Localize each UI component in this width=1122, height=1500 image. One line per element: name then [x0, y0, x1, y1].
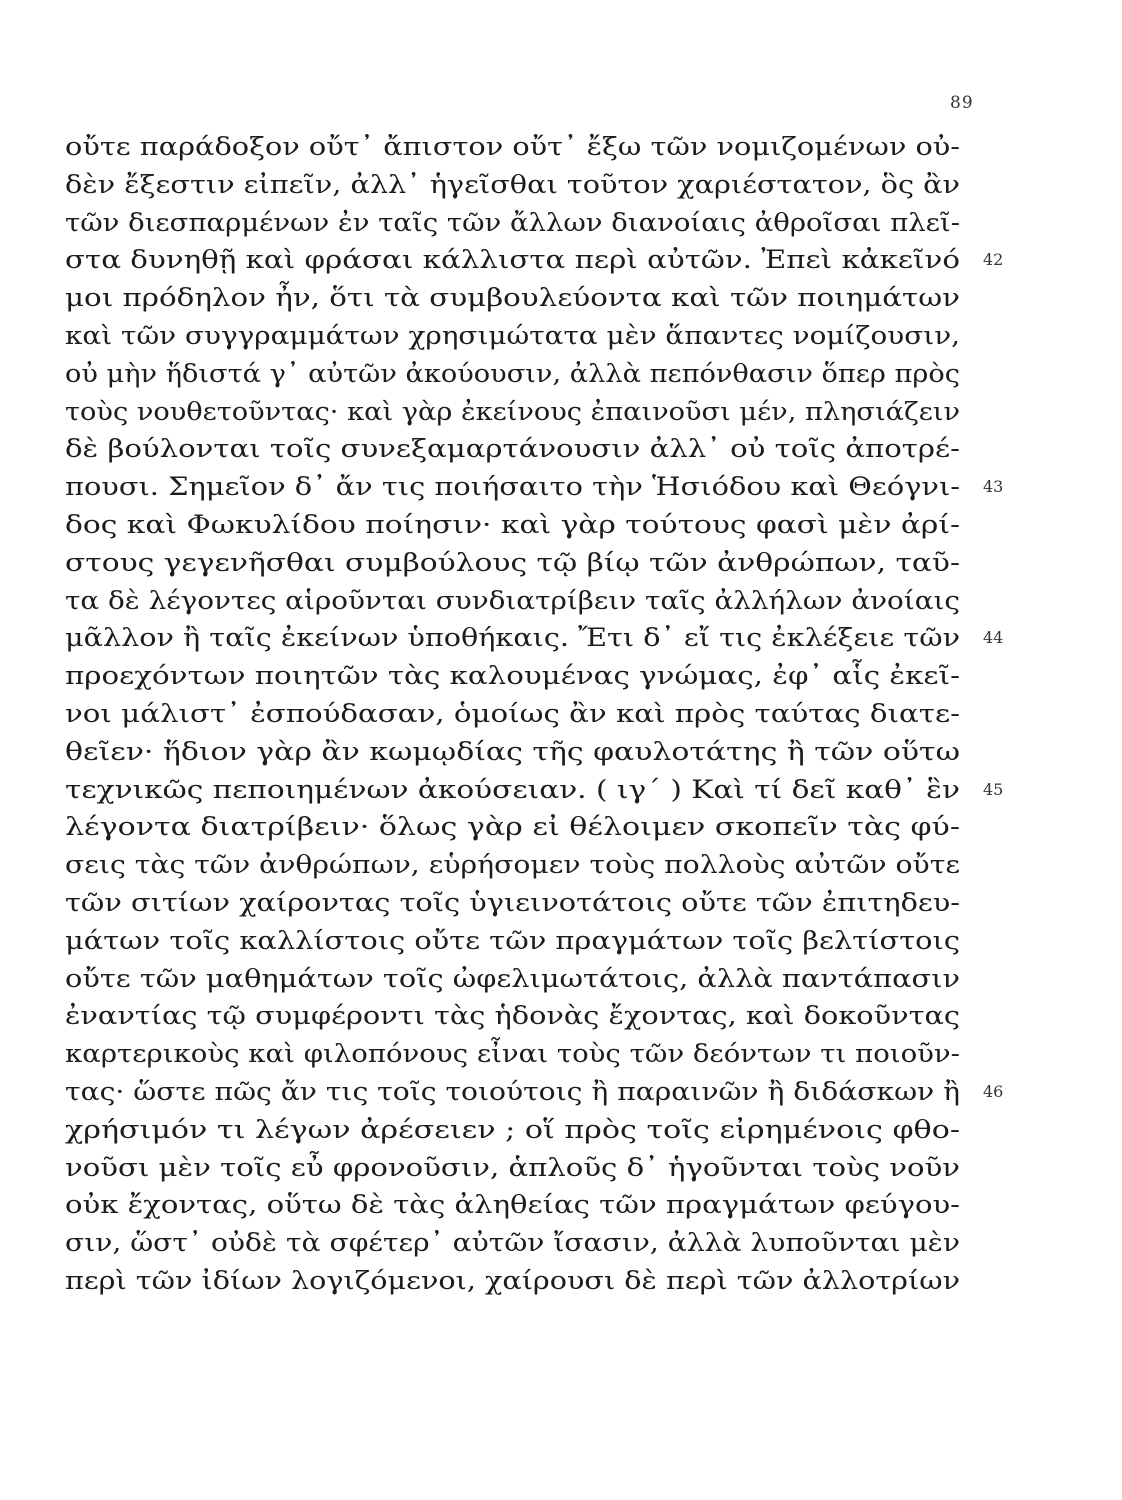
text-line-content: ἐναντίας τῷ συμφέροντι τὰς ἡδονὰς ἔχοντας, καὶ δοκοῦντας	[65, 1001, 960, 1031]
text-line	[65, 166, 980, 204]
text-line	[65, 884, 980, 922]
text-line	[65, 544, 980, 582]
text-line	[65, 922, 980, 960]
text-line-content: τῶν σιτίων χαίροντας τοῖς ὑγιεινοτάτοις οὔτε τῶν ἐπιτηδευ-	[65, 887, 960, 917]
text-line	[65, 1073, 1004, 1111]
section-margin-number: 43	[983, 477, 1004, 497]
text-line-content: οὐ μὴν ἥδιστά γ᾽ αὐτῶν ἀκούουσιν, ἀλλὰ πεπόνθασιν ὅπερ πρὸς	[65, 358, 960, 388]
text-line-content: πουσι. Σημεῖον δ᾽ ἄν τις ποιήσαιτο τὴν Ἡσιόδου καὶ Θεόγνι-	[65, 472, 960, 502]
text-line-content: καὶ τῶν συγγραμμάτων χρησιμώτατα μὲν ἅπαντες νομίζουσιν,	[65, 320, 960, 350]
text-line-content: μᾶλλον ἢ ταῖς ἐκείνων ὑποθήκαις. Ἔτι δ᾽ εἴ τις ἐκλέξειε τῶν	[65, 623, 960, 653]
text-line	[65, 1035, 980, 1073]
text-line-content: οὐκ ἔχοντας, οὕτω δὲ τὰς ἀληθείας τῶν πραγμάτων φεύγου-	[65, 1190, 960, 1220]
section-margin-number: 45	[983, 779, 1004, 799]
text-line	[65, 619, 1004, 657]
text-line	[65, 430, 980, 468]
text-line	[65, 846, 980, 884]
text-line-content: δος καὶ Φωκυλίδου ποίησιν· καὶ γὰρ τούτους φασὶ μὲν ἀρί-	[65, 509, 960, 539]
text-line-content: οὔτε τῶν μαθημάτων τοῖς ὠφελιμωτάτοις, ἀλλὰ παντάπασιν	[65, 963, 960, 993]
text-line	[65, 1111, 980, 1149]
text-line	[65, 1262, 980, 1300]
text-line-content: σεις τὰς τῶν ἀνθρώπων, εὑρήσομεν τοὺς πολλοὺς αὐτῶν οὔτε	[65, 850, 960, 880]
text-line-content: δὲν ἔξεστιν εἰπεῖν, ἀλλ᾽ ἡγεῖσθαι τοῦτον χαριέστατον, ὃς ἂν	[65, 169, 960, 199]
text-line	[65, 128, 980, 166]
text-line	[65, 1224, 980, 1262]
text-line	[65, 468, 1004, 506]
text-line	[65, 506, 980, 544]
text-line-content: δὲ βούλονται τοῖς συνεξαμαρτάνουσιν ἀλλ᾽ οὐ τοῖς ἀποτρέ-	[65, 434, 960, 464]
text-line-content: περὶ τῶν ἰδίων λογιζόμενοι, χαίρουσι δὲ περὶ τῶν ἀλλοτρίων	[65, 1265, 960, 1295]
text-line	[65, 771, 1004, 809]
greek-text-body	[65, 128, 1004, 1300]
text-line-content: νοι μάλιστ᾽ ἐσπούδασαν, ὁμοίως ἂν καὶ πρὸς ταύτας διατε-	[65, 698, 960, 728]
text-line	[65, 997, 980, 1035]
text-line-content: στους γεγενῆσθαι συμβούλους τῷ βίῳ τῶν ἀνθρώπων, ταῦ-	[65, 547, 961, 577]
text-line-content: τῶν διεσπαρμένων ἐν ταῖς τῶν ἄλλων διανοίαις ἀθροῖσαι πλεῖ-	[65, 207, 960, 237]
text-line	[65, 808, 980, 846]
text-line	[65, 317, 980, 355]
text-line-content: τας· ὥστε πῶς ἄν τις τοῖς τοιούτοις ἢ παραινῶν ἢ διδάσκων ἢ	[65, 1076, 961, 1106]
text-line	[65, 279, 980, 317]
text-line	[65, 960, 980, 998]
text-line-content: τοὺς νουθετοῦντας· καὶ γὰρ ἐκείνους ἐπαινοῦσι μέν, πλησιάζειν	[65, 396, 961, 426]
text-line-content: λέγοντα διατρίβειν· ὅλως γὰρ εἰ θέλοιμεν σκοπεῖν τὰς φύ-	[65, 812, 960, 842]
text-line	[65, 733, 980, 771]
section-margin-number: 44	[983, 628, 1004, 648]
text-line-content: προεχόντων ποιητῶν τὰς καλουμένας γνώμας, ἐφ᾽ αἷς ἐκεῖ-	[65, 661, 960, 691]
text-line-content: τεχνικῶς πεποιημένων ἀκούσειαν. ( ιγ΄ ) Καὶ τί δεῖ καθ᾽ ἓν	[65, 774, 960, 804]
page-number: 89	[950, 93, 974, 113]
text-line	[65, 582, 980, 620]
text-line	[65, 355, 980, 393]
text-line-content: μάτων τοῖς καλλίστοις οὔτε τῶν πραγμάτων τοῖς βελτίστοις	[65, 925, 960, 955]
text-line	[65, 1149, 980, 1187]
text-line-content: μοι πρόδηλον ἦν, ὅτι τὰ συμβουλεύοντα καὶ τῶν ποιημάτων	[65, 283, 960, 313]
text-line-content: καρτερικοὺς καὶ φιλοπόνους εἶναι τοὺς τῶν δεόντων τι ποιοῦν-	[65, 1039, 960, 1069]
text-line-content: τα δὲ λέγοντες αἱροῦνται συνδιατρίβειν ταῖς ἀλλήλων ἀνοίαις	[65, 585, 960, 615]
text-line-content: σιν, ὥστ᾽ οὐδὲ τὰ σφέτερ᾽ αὐτῶν ἴσασιν, ἀλλὰ λυποῦνται μὲν	[65, 1228, 961, 1258]
text-line-content: χρήσιμόν τι λέγων ἀρέσειεν ; οἵ πρὸς τοῖς εἰρημένοις φθο-	[65, 1114, 960, 1144]
section-margin-number: 46	[983, 1081, 1004, 1101]
text-line	[65, 393, 980, 431]
text-line-content: νοῦσι μὲν τοῖς εὖ φρονοῦσιν, ἁπλοῦς δ᾽ ἡγοῦνται τοὺς νοῦν	[65, 1152, 960, 1182]
section-margin-number: 42	[983, 250, 1004, 270]
text-line	[65, 695, 980, 733]
text-line-content: θεῖεν· ἥδιον γὰρ ἂν κωμῳδίας τῆς φαυλοτάτης ἢ τῶν οὕτω	[65, 736, 961, 766]
text-line	[65, 1186, 980, 1224]
text-line-content: στα δυνηθῇ καὶ φράσαι κάλλιστα περὶ αὐτῶν. Ἐπεὶ κἀκεῖνό	[65, 245, 960, 275]
text-line	[65, 657, 980, 695]
text-line-content: οὔτε παράδοξον οὔτ᾽ ἄπιστον οὔτ᾽ ἔξω τῶν νομιζομένων οὐ-	[65, 132, 961, 161]
text-line	[65, 204, 980, 242]
text-line	[65, 241, 1004, 279]
